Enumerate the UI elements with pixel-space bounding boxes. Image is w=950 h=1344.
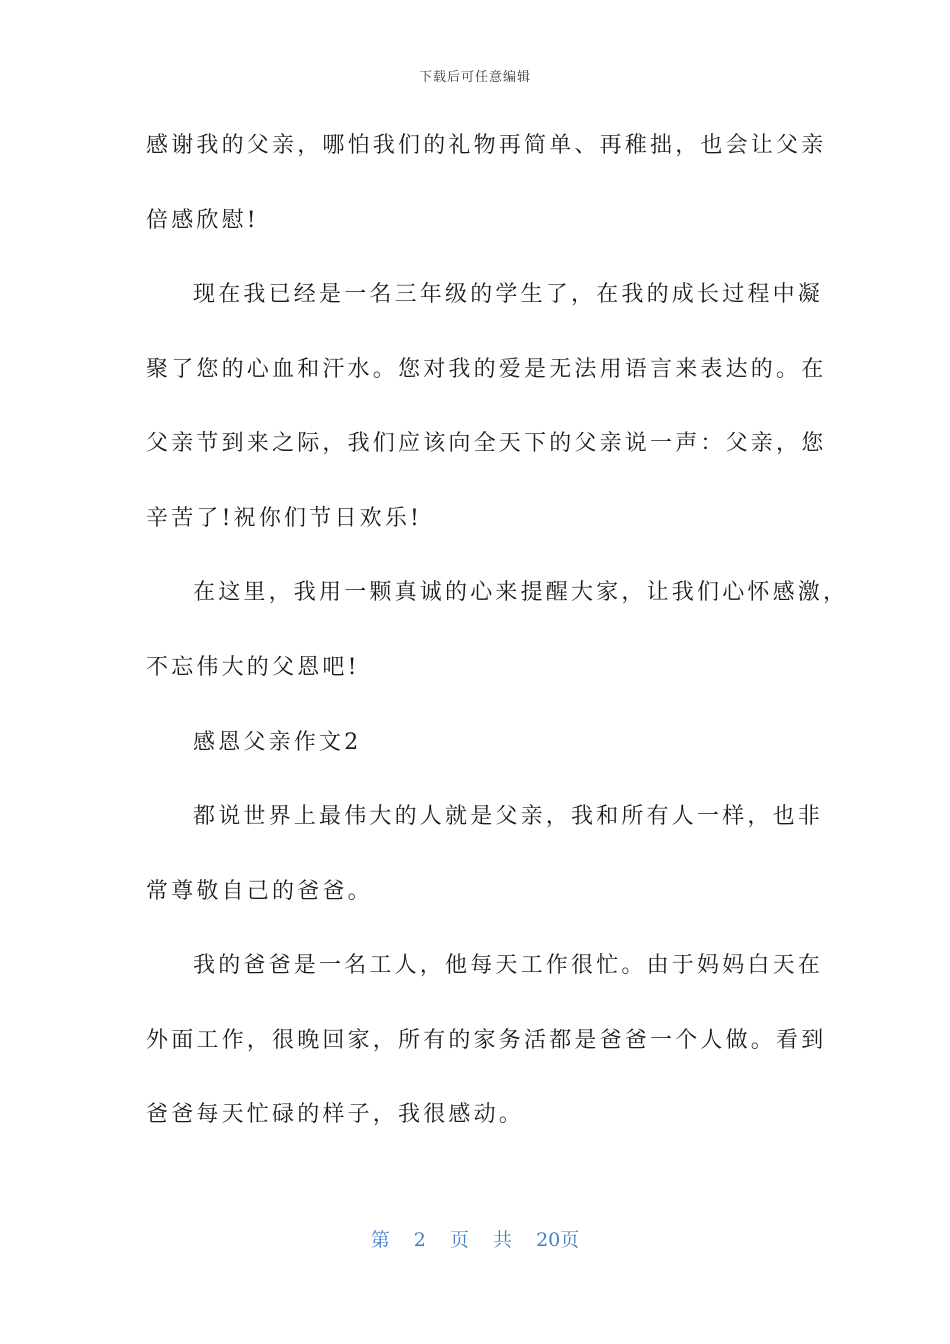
text-line: 常尊敬自己的爸爸。 [146,879,373,904]
footer-total-pages: 20页 [536,1229,580,1251]
section-heading: 感恩父亲作文2 [193,730,362,755]
text-line: 聚了您的心血和汗水。您对我的爱是无法用语言来表达的。在 [146,357,827,382]
text-line: 倍感欣慰! [146,208,259,233]
text-line: 在这里，我用一颗真诚的心来提醒大家，让我们心怀感激， [193,580,849,605]
text-line: 辛苦了!祝你们节日欢乐! [146,506,423,531]
text-line: 不忘伟大的父恩吧! [146,655,360,680]
text-line: 都说世界上最伟大的人就是父亲，我和所有人一样，也非 [193,804,824,829]
text-line: 感谢我的父亲，哪怕我们的礼物再简单、再稚拙，也会让父亲 [146,133,827,158]
text-line: 外面工作，很晚回家，所有的家务活都是爸爸一个人做。看到 [146,1028,827,1053]
footer-current-page: 2 [413,1229,426,1251]
text-line: 爸爸每天忙碌的样子，我很感动。 [146,1102,525,1127]
footer-total-prefix: 共 [493,1229,513,1251]
text-line: 父亲节到来之际，我们应该向全天下的父亲说一声：父亲，您 [146,431,827,456]
text-line: 我的爸爸是一名工人，他每天工作很忙。由于妈妈白天在 [193,953,824,978]
text-line: 现在我已经是一名三年级的学生了，在我的成长过程中凝 [193,282,824,307]
header-note: 下载后可任意编辑 [418,70,531,85]
page-footer [0,1225,950,1252]
footer-page-word: 页 [449,1229,469,1251]
footer-prefix: 第 [370,1229,390,1251]
